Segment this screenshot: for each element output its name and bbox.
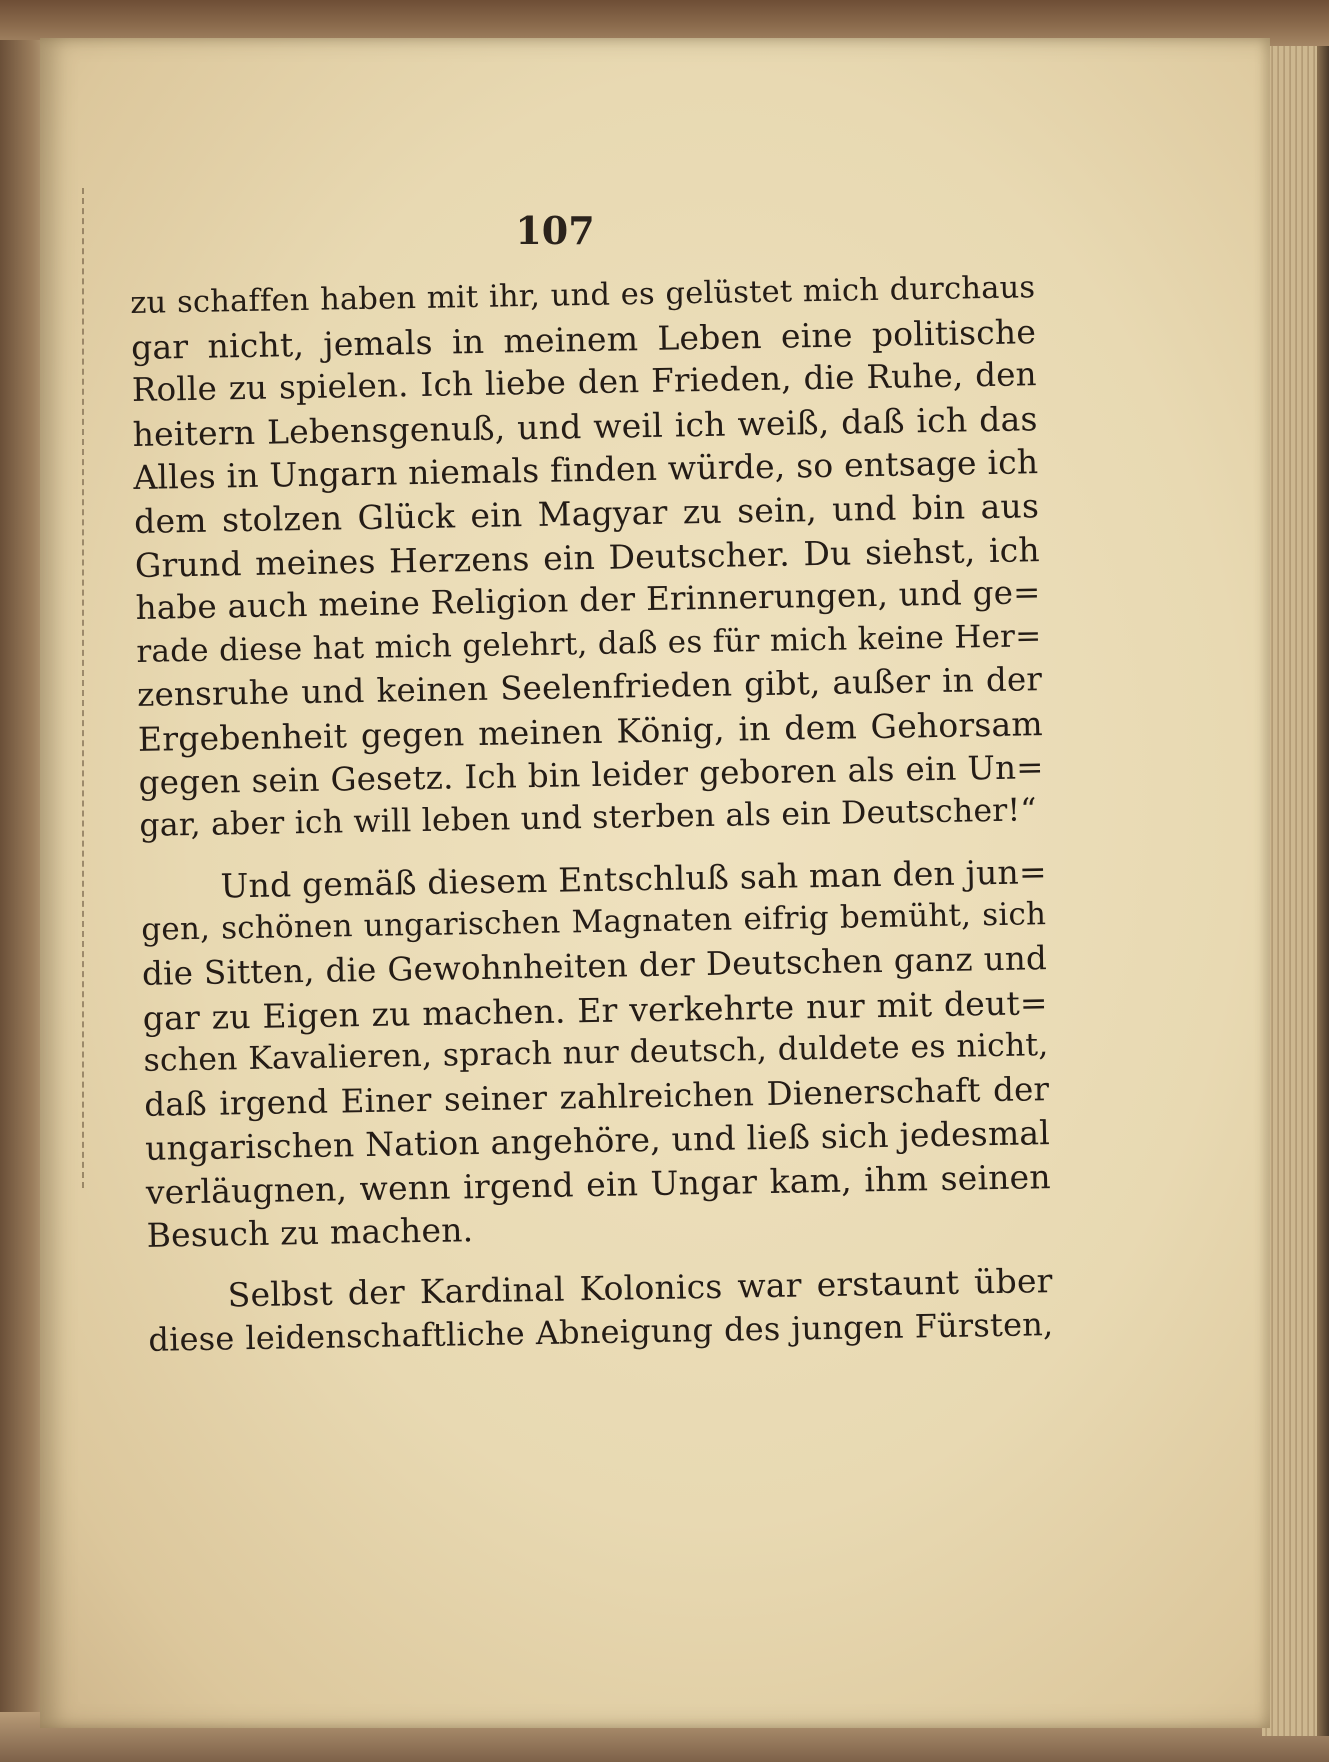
text-line: rade diese hat mich gelehrt, daß es für mich keine Her= <box>136 617 1042 670</box>
text-line: Besuch zu machen. <box>146 1210 474 1256</box>
text-line: habe auch meine Religion der Erinnerungen, und ge= <box>135 573 1041 628</box>
text-line: zu schaffen haben mit ihr, und es gelüstet mich durchaus <box>130 270 1036 321</box>
text-line: zensruhe und keinen Seelenfrieden gibt, außer in der <box>136 660 1043 715</box>
text-line: Selbst der Kardinal Kolonics war erstaunt über <box>227 1261 1053 1315</box>
text-line: verläugnen, wenn irgend ein Ungar kam, ihm seinen <box>145 1156 1052 1212</box>
page-body-text <box>130 266 1054 1362</box>
text-line: gegen sein Gesetz. Ich bin leider geboren als ein Un= <box>138 747 1044 802</box>
text-line: die Sitten, die Gewohnheiten der Deutschen ganz und <box>141 939 1048 993</box>
text-line: heitern Lebensgenuß, und weil ich weiß, daß ich das <box>132 398 1038 454</box>
text-line: Ergebenheit gegen meinen König, in dem Gehorsam <box>137 704 1044 759</box>
text-line: Alles in Ungarn niemals finden würde, so entsage ich <box>133 442 1039 498</box>
paragraph-3 <box>147 1259 1053 1362</box>
text-line: gar, aber ich will leben und sterben als ein Deutscher!“ <box>139 792 1037 845</box>
paragraph-2 <box>140 850 1052 1258</box>
text-line: Und gemäß diesem Entschluß sah man den jun= <box>220 851 1048 906</box>
text-line: daß irgend Einer seiner zahlreichen Dienerschaft der <box>144 1069 1050 1124</box>
text-line: Grund meines Herzens ein Deutscher. Du siehst, ich <box>134 529 1041 585</box>
text-line: Rolle zu spielen. Ich liebe den Frieden, die Ruhe, den <box>131 355 1038 410</box>
page-stack-edges <box>1262 46 1329 1736</box>
text-line: gar zu Eigen zu machen. Er verkehrte nur mit deut= <box>142 982 1049 1038</box>
text-line: diese leidenschaftliche Abneigung des jungen Fürsten, <box>148 1304 1054 1359</box>
text-line: gen, schönen ungarischen Magnaten eifrig bemüht, sich <box>141 896 1047 949</box>
text-line: dem stolzen Glück ein Magyar zu sein, und bin aus <box>133 486 1040 541</box>
page-number: 107 <box>515 208 595 253</box>
text-line: gar nicht, jemals in meinem Leben eine politische <box>130 311 1037 367</box>
paragraph-1 <box>130 266 1045 848</box>
text-line: ungarischen Nation angehöre, und ließ sich jedesmal <box>144 1113 1051 1169</box>
text-line: schen Kavalieren, sprach nur deutsch, duldete es nicht, <box>143 1027 1049 1079</box>
binding-gutter <box>82 188 90 1188</box>
